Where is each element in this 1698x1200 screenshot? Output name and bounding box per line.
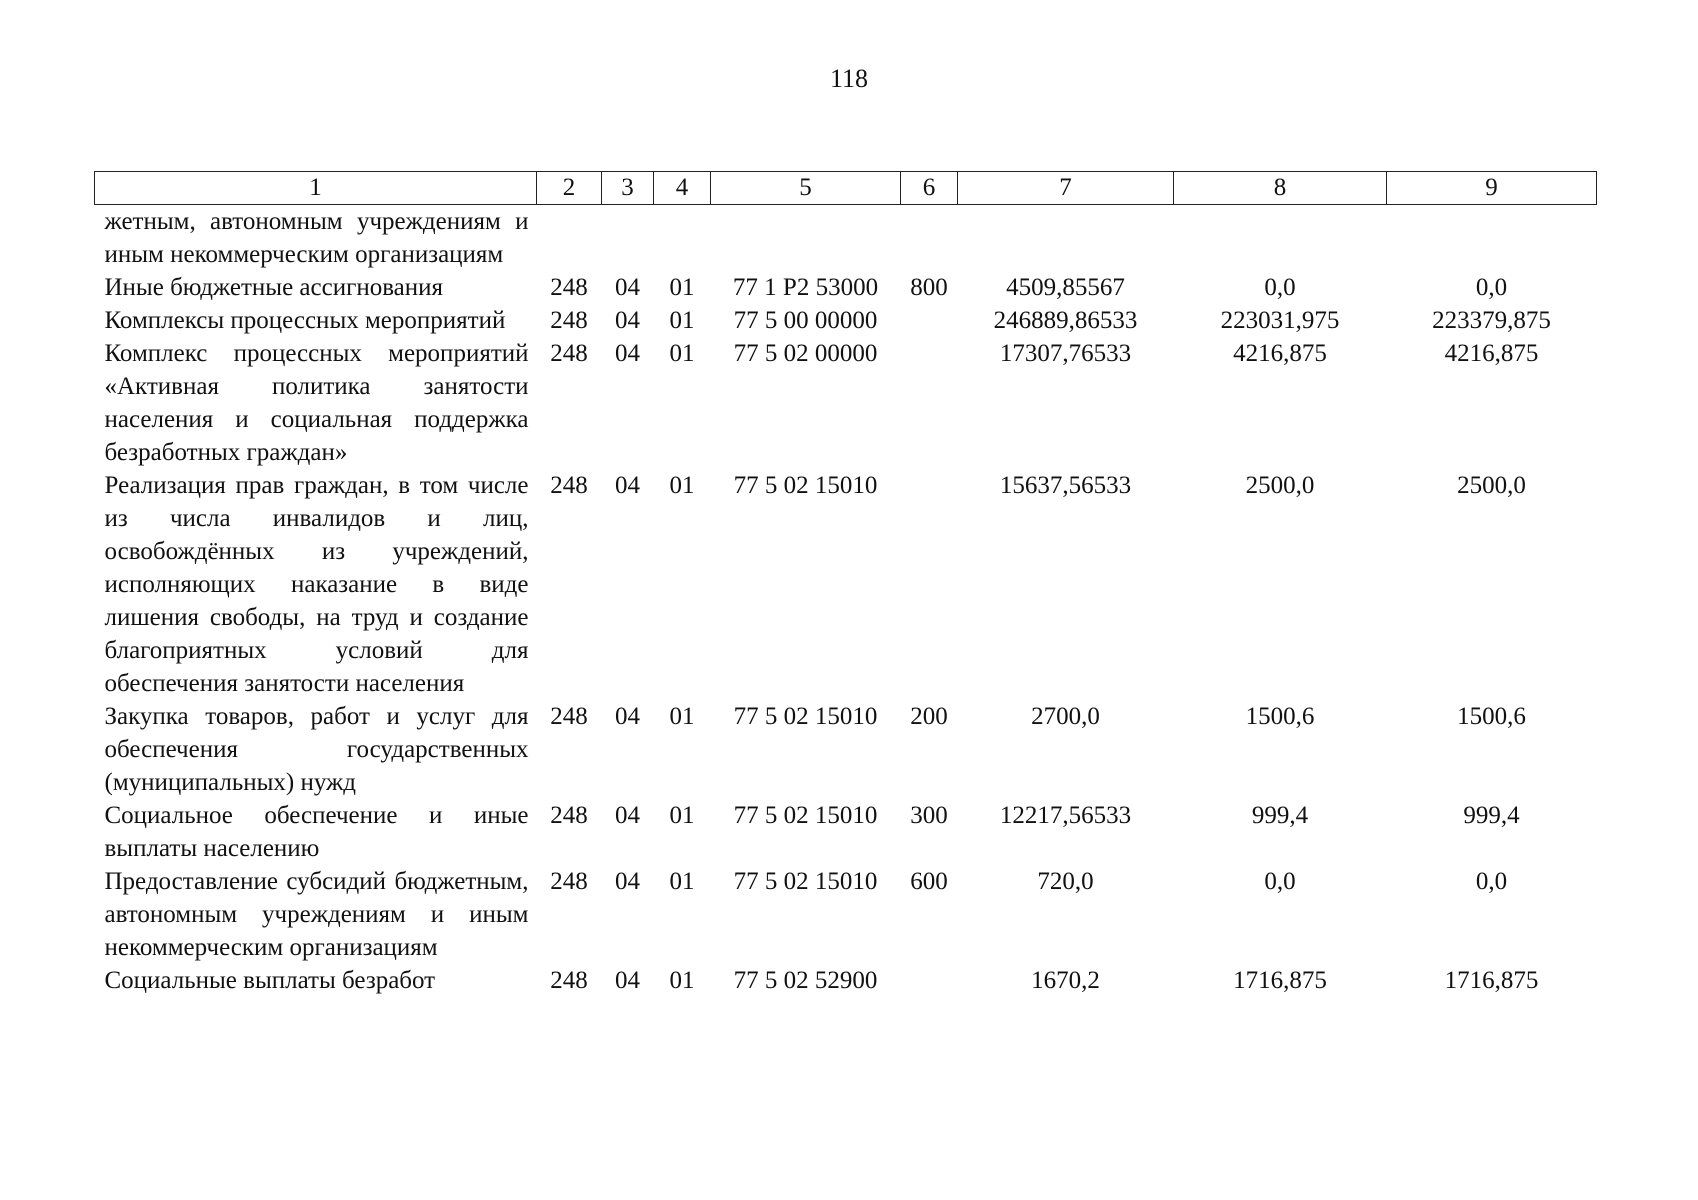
cell-col6: 300 <box>910 802 948 829</box>
cell-col6: 800 <box>910 274 948 301</box>
cell-col2: 248 <box>550 274 588 301</box>
cell-col8: 1500,6 <box>1245 703 1315 730</box>
cell-col2: 248 <box>550 802 588 829</box>
cell-col8 <box>1174 205 1387 272</box>
cell-col4: 01 <box>669 703 695 730</box>
cell-col9: 999,4 <box>1463 802 1520 829</box>
cell-col7: 1670,2 <box>1031 967 1100 994</box>
cell-col5: 77 5 02 15010 <box>733 802 878 829</box>
header-row <box>95 172 1597 205</box>
cell-col7: 4509,85567 <box>1006 274 1125 301</box>
cell-col6: 200 <box>910 703 948 730</box>
row-name: Социальные выплаты безработ <box>104 967 436 994</box>
cell-col4 <box>654 205 711 272</box>
cell-col4: 01 <box>669 802 695 829</box>
cell-col5: 77 5 02 52900 <box>733 967 878 994</box>
cell-col4: 01 <box>669 307 695 334</box>
table-row <box>95 469 1597 700</box>
cell-col2: 248 <box>550 340 588 367</box>
row-name: Комплекс процессных мероприятий «Активная политика занятости населения и социальная поддержка безработных граждан» <box>104 340 529 466</box>
cell-col9 <box>1387 205 1597 272</box>
cell-col7: 246889,86533 <box>993 307 1138 334</box>
row-name: Комплексы процессных мероприятий <box>104 307 506 334</box>
header-cell: 8 <box>1174 172 1387 205</box>
cell-col7: 15637,56533 <box>999 472 1132 499</box>
cell-col8: 0,0 <box>1264 274 1296 301</box>
cell-col6 <box>901 964 958 997</box>
cell-col5: 77 5 02 15010 <box>733 472 878 499</box>
cell-col4: 01 <box>669 274 695 301</box>
header-cell: 3 <box>602 172 654 205</box>
row-name: Социальное обеспечение и иные выплаты населению <box>104 802 529 862</box>
cell-col9: 0,0 <box>1475 274 1508 301</box>
cell-col2: 248 <box>550 967 588 994</box>
header-cell: 1 <box>95 172 537 205</box>
cell-col3: 04 <box>615 274 640 301</box>
row-name: Закупка товаров, работ и услуг для обеспечения государственных (муниципальных) нужд <box>104 703 529 796</box>
cell-col3: 04 <box>615 967 640 994</box>
cell-col9: 1716,875 <box>1444 967 1539 994</box>
header-cell: 7 <box>958 172 1174 205</box>
cell-col9: 4216,875 <box>1444 340 1539 367</box>
row-name: жетным, автономным учреждениям и иным некоммерческим организациям <box>104 208 529 268</box>
cell-col4: 01 <box>669 472 695 499</box>
cell-col2: 248 <box>550 703 588 730</box>
cell-col5: 77 5 02 15010 <box>733 868 878 895</box>
table-row <box>95 304 1597 337</box>
budget-table <box>94 171 1597 997</box>
cell-col3: 04 <box>615 340 640 367</box>
cell-col8: 1716,875 <box>1233 967 1327 994</box>
cell-col6: 600 <box>910 868 948 895</box>
header-cell: 5 <box>711 172 901 205</box>
cell-col5: 77 5 00 00000 <box>733 307 878 334</box>
cell-col6 <box>901 337 958 469</box>
cell-col6 <box>901 469 958 700</box>
cell-col3 <box>602 205 654 272</box>
cell-col2: 248 <box>550 307 588 334</box>
row-name: Предоставление субсидий бюджетным, автономным учреждениям и иным некоммерческим организациям <box>104 868 529 961</box>
cell-col6 <box>901 304 958 337</box>
cell-col7 <box>958 205 1174 272</box>
cell-col5: 77 5 02 00000 <box>733 340 878 367</box>
table-row <box>95 964 1597 997</box>
cell-col3: 04 <box>615 868 640 895</box>
cell-col2 <box>537 205 602 272</box>
cell-col8: 4216,875 <box>1233 340 1327 367</box>
table-row <box>95 799 1597 865</box>
cell-col6 <box>901 205 958 272</box>
cell-col8: 0,0 <box>1264 868 1296 895</box>
table-row <box>95 865 1597 964</box>
cell-col9: 2500,0 <box>1457 472 1526 499</box>
cell-col7: 720,0 <box>1037 868 1094 895</box>
cell-col9: 223379,875 <box>1432 307 1551 334</box>
cell-col3: 04 <box>615 802 640 829</box>
table-row <box>95 700 1597 799</box>
page-number: 118 <box>829 64 869 93</box>
cell-col7: 17307,76533 <box>999 340 1132 367</box>
cell-col5: 77 1 Р2 53000 <box>732 274 879 301</box>
cell-col7: 12217,56533 <box>999 802 1132 829</box>
cell-col9: 1500,6 <box>1457 703 1526 730</box>
cell-col4: 01 <box>669 967 695 994</box>
header-cell: 4 <box>654 172 711 205</box>
cell-col4: 01 <box>669 340 695 367</box>
row-name: Иные бюджетные ассигнования <box>104 274 444 301</box>
header-cell: 9 <box>1387 172 1597 205</box>
cell-col8: 223031,975 <box>1220 307 1340 334</box>
cell-col8: 999,4 <box>1251 802 1309 829</box>
table-row <box>95 337 1597 469</box>
cell-col2: 248 <box>550 868 588 895</box>
cell-col8: 2500,0 <box>1245 472 1315 499</box>
table-row <box>95 205 1597 272</box>
cell-col3: 04 <box>615 472 640 499</box>
cell-col9: 0,0 <box>1475 868 1508 895</box>
cell-col5: 77 5 02 15010 <box>733 703 878 730</box>
cell-col5 <box>711 205 901 272</box>
row-name: Реализация прав граждан, в том числе из числа инвалидов и лиц, освобождённых из учреждений, исполняющих наказание в виде лишения свободы, на труд и создание благоприятных условий для обеспечения занятости населения <box>104 472 529 697</box>
header-cell: 6 <box>901 172 958 205</box>
cell-col4: 01 <box>669 868 695 895</box>
cell-col7: 2700,0 <box>1031 703 1100 730</box>
cell-col3: 04 <box>615 307 640 334</box>
cell-col3: 04 <box>615 703 640 730</box>
header-cell: 2 <box>537 172 602 205</box>
cell-col2: 248 <box>550 472 588 499</box>
table-row <box>95 271 1597 304</box>
